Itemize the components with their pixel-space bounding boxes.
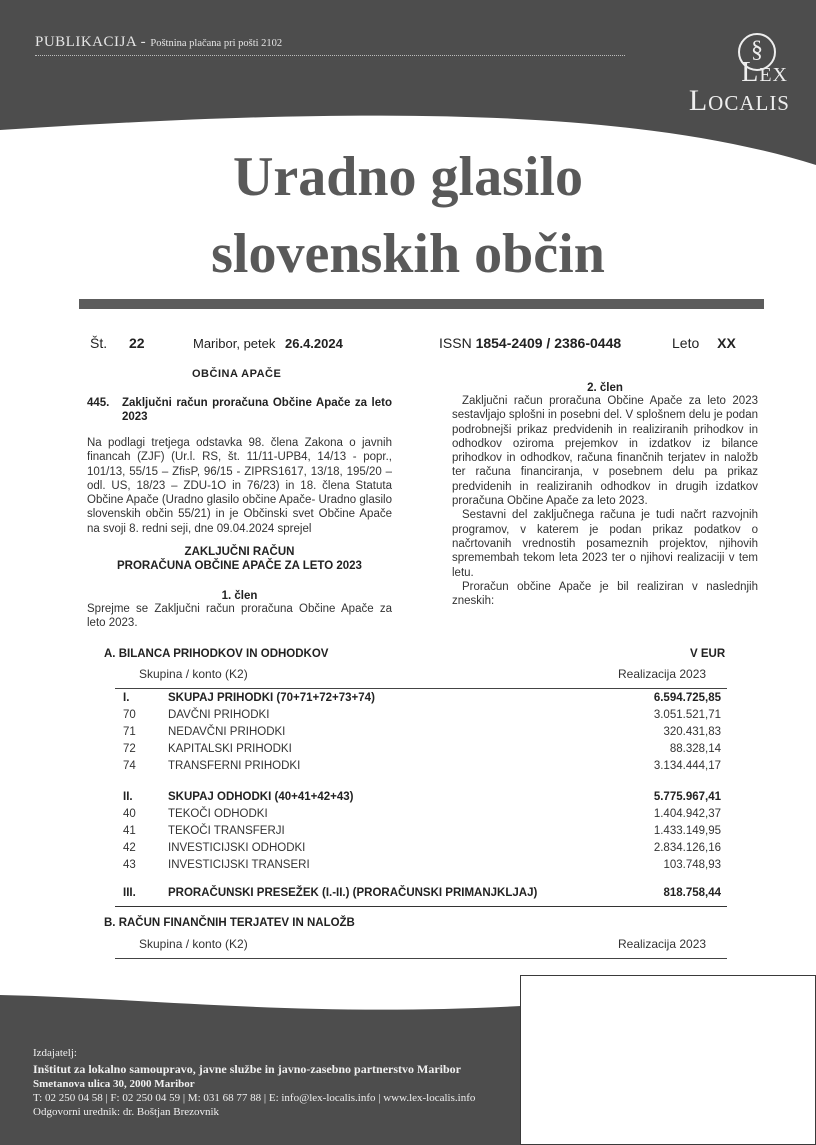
publication-label <box>35 34 282 51</box>
issue-date <box>193 336 343 351</box>
table-row <box>115 692 725 709</box>
table-a-col-value: Realizacija 2023 <box>618 667 707 681</box>
table-row <box>115 709 725 726</box>
row-value: 818.758,44 <box>663 887 721 899</box>
table-row <box>115 808 725 825</box>
row-label: TEKOČI ODHODKI <box>168 808 268 820</box>
row-label: SKUPAJ ODHODKI (40+41+42+43) <box>168 791 354 803</box>
page-title-line2: slovenskih občin <box>211 223 605 285</box>
logo-lex: Lex <box>741 57 788 88</box>
row-code: 42 <box>123 842 136 854</box>
table-a-title: A. BILANCA PRIHODKOV IN ODHODKOV <box>104 648 329 660</box>
row-value: 320.431,83 <box>663 726 721 738</box>
row-code: III. <box>123 887 136 899</box>
table-row <box>115 743 725 760</box>
table-row <box>115 726 725 743</box>
row-code: 70 <box>123 709 136 721</box>
article1-title: 1. člen <box>221 590 258 602</box>
postal-note: Poštnina plačana pri pošti 2102 <box>150 38 283 49</box>
year-volume <box>672 335 736 351</box>
address-label-box <box>520 975 816 1145</box>
row-code: 72 <box>123 743 136 755</box>
table-row <box>115 760 725 777</box>
article2-title: 2. člen <box>587 382 623 394</box>
table-b-col-value: Realizacija 2023 <box>618 937 707 951</box>
row-value: 88.328,14 <box>669 743 721 755</box>
year-value: XX <box>717 335 736 351</box>
row-value: 3.051.521,71 <box>653 709 721 721</box>
table-row <box>115 859 725 876</box>
table-b-title: B. RAČUN FINANČNIH TERJATEV IN NALOŽB <box>104 917 355 929</box>
row-code: 74 <box>123 760 136 772</box>
table-b-col-group: Skupina / konto (K2) <box>139 937 248 951</box>
row-code: 43 <box>123 859 136 871</box>
table-a-currency: V EUR <box>690 648 726 660</box>
doc-heading-line1: ZAKLJUČNI RAČUN <box>184 546 295 558</box>
publisher-label: Izdajatelj: <box>33 1047 77 1059</box>
publisher-contacts: T: 02 250 04 58 | F: 02 250 04 59 | M: 031 68 77 88 | E: info@lex-localis.info | www.lex-localis.info <box>33 1092 476 1104</box>
publisher-editor: Odgovorni urednik: dr. Boštjan Brezovnik <box>33 1106 220 1118</box>
issue-date-value: 26.4.2024 <box>285 336 343 351</box>
section-sign-icon: § <box>751 37 763 63</box>
issn-value: 1854-2409 / 2386-0448 <box>475 335 622 351</box>
row-value: 103.748,93 <box>663 859 721 871</box>
row-value: 2.834.126,16 <box>653 842 721 854</box>
article1-text: Sprejme se Zaključni račun proračuna Občine Apače za leto 2023. <box>87 603 392 630</box>
article2-paragraph-2: Sestavni del zaključnega računa je tudi načrt razvojnih programov, v katerem je podan prikaz podatkov o načrtovanih vrednostih posameznih projektov, njihovih spremembah tekom leta 2023 ter o njihovi realizaciji v tem letu. <box>452 509 758 579</box>
row-label: NEDAVČNI PRIHODKI <box>168 726 286 738</box>
table-b-header-rule <box>115 958 727 959</box>
table-row <box>115 825 725 842</box>
item-title: Zaključni račun proračuna Občine Apače za leto 2023 <box>122 397 392 424</box>
row-label: PRORAČUNSKI PRESEŽEK (I.-II.) (PRORAČUNSKI PRIMANJKLJAJ) <box>168 887 538 899</box>
item-number: 445. <box>87 397 110 409</box>
doc-heading-line2: PRORAČUNA OBČINE APAČE ZA LETO 2023 <box>117 560 362 572</box>
table-row <box>115 842 725 859</box>
row-label: INVESTICIJSKI TRANSERI <box>168 859 310 871</box>
issue-number-value: 22 <box>129 335 145 351</box>
logo-localis: Localis <box>688 84 790 117</box>
table-a-header-rule <box>115 688 727 689</box>
table-a-col-group: Skupina / konto (K2) <box>139 667 248 681</box>
row-value: 6.594.725,85 <box>653 692 721 704</box>
issue-number <box>90 335 145 351</box>
table-a-bottom-rule <box>115 906 727 907</box>
row-label: INVESTICIJSKI ODHODKI <box>168 842 306 854</box>
intro-paragraph: Na podlagi tretjega odstavka 98. člena Zakona o javnih financah (ZJF) (Ur.l. RS, št. 11/11-UPB4, 14/13 - popr., 101/13, 55/15 – ZfisP, 96/15 - ZIPRS1617, 13/18, 195/20 – odl. US, 18/23 – ZDU-1O in 76/23) in 18. člena Statuta Občine Apače (Uradno glasilo občine Apače- Uradno glasilo slovenskih občin 55/21) in je Občinski svet Občine Apače na svoji 8. redni seji, dne 09.04.2024 sprejel <box>87 437 392 535</box>
publication-dash: - <box>140 34 147 50</box>
row-label: TRANSFERNI PRIHODKI <box>168 760 301 772</box>
article2-paragraph-1: Zaključni račun proračuna Občine Apače za leto 2023 sestavljajo splošni in posebni del. V splošnem delu je podan podrobnejši prikaz predvidenih in realiziranih prihodkov in odhodkov oziroma prejemkov in izdatkov iz bilance prihodkov in odhodkov, računa finančnih terjatev in naložb ter računa financiranja, v posebnem delu pa prikaz predvidenih in realiziranih odhodkov in drugih izdatkov proračuna Občine Apače za leto 2023. <box>452 395 758 508</box>
publisher-address: Smetanova ulica 30, 2000 Maribor <box>33 1078 195 1090</box>
article2-text <box>452 394 758 608</box>
row-code: 41 <box>123 825 136 837</box>
year-label: Leto <box>672 335 700 351</box>
row-code: 40 <box>123 808 136 820</box>
row-code: I. <box>123 692 130 704</box>
article2-paragraph-3: Proračun občine Apače je bil realiziran v naslednjih zneskih: <box>452 580 758 608</box>
issn-label: ISSN <box>439 335 472 351</box>
row-value: 1.404.942,37 <box>653 808 721 820</box>
issue-number-label: Št. <box>90 335 108 351</box>
publication-word: PUBLIKACIJA <box>35 34 137 50</box>
row-label: DAVČNI PRIHODKI <box>168 709 270 721</box>
row-value: 1.433.149,95 <box>653 825 721 837</box>
row-label: KAPITALSKI PRIHODKI <box>168 743 292 755</box>
municipality-name: OBČINA APAČE <box>192 368 282 380</box>
row-value: 3.134.444,17 <box>653 760 721 772</box>
title-rule <box>79 299 764 309</box>
row-code: 71 <box>123 726 136 738</box>
page-title-line1: Uradno glasilo <box>232 146 584 208</box>
row-code: II. <box>123 791 133 803</box>
header-dotted-line <box>35 55 625 56</box>
table-row <box>115 887 725 904</box>
issn <box>439 335 621 351</box>
table-row <box>115 791 725 808</box>
issue-place-day: Maribor, petek <box>193 336 276 351</box>
row-label: SKUPAJ PRIHODKI (70+71+72+73+74) <box>168 692 375 704</box>
publisher-name: Inštitut za lokalno samoupravo, javne službe in javno-zasebno partnerstvo Maribor <box>33 1062 462 1076</box>
row-value: 5.775.967,41 <box>653 791 721 803</box>
row-label: TEKOČI TRANSFERJI <box>168 825 285 837</box>
